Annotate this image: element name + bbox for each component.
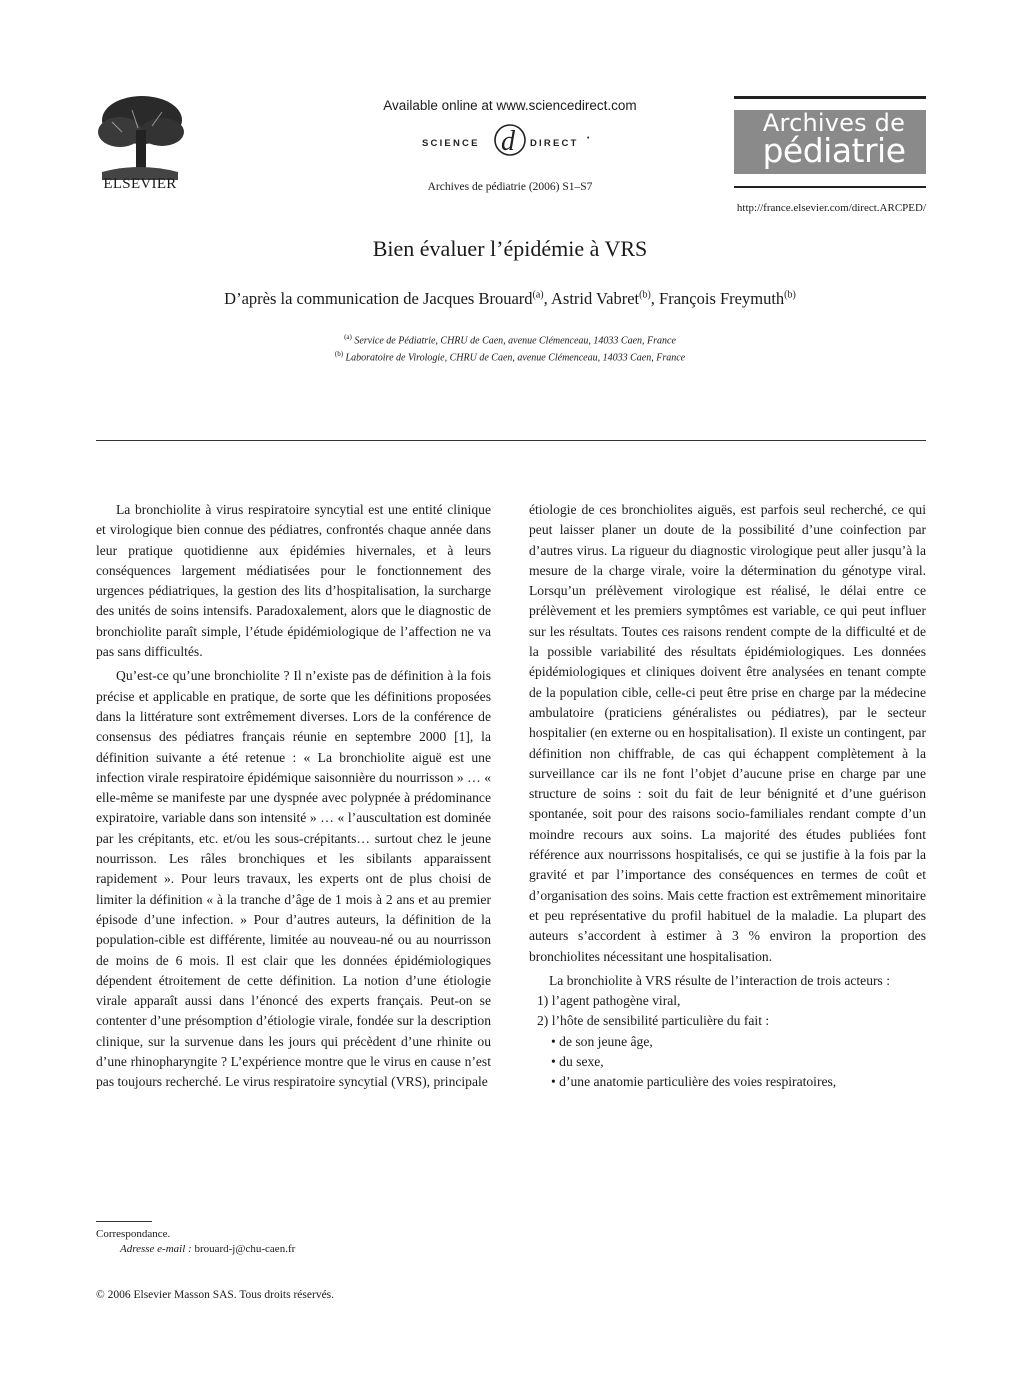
elsevier-tree-logo xyxy=(92,92,188,182)
author-line: D’après la communication de Jacques Brouard$^{(a)}$, Astrid Vabret$^{(b)}$, François Freymuth$^{(b)}$ xyxy=(224,289,796,308)
email-note xyxy=(120,1243,295,1255)
sciencedirect-logo xyxy=(380,118,640,162)
journal-logo-line2: pédiatrie xyxy=(762,131,906,170)
list-item: 1) l’agent pathogène viral, xyxy=(537,993,681,1009)
email-label: Adresse e-mail : xyxy=(120,1243,192,1255)
svg-text:SCIENCE: SCIENCE xyxy=(422,138,480,149)
journal-reference: Archives de pédiatrie (2006) S1–S7 xyxy=(427,181,593,193)
body-column-right xyxy=(529,500,926,1093)
svg-text:d: d xyxy=(501,126,515,157)
authors-prefix: D’après la communication de xyxy=(224,289,424,308)
publisher-name: ELSEVIER xyxy=(103,176,177,192)
journal-logo-line1: Archives de xyxy=(762,109,906,137)
journal-url-link[interactable]: http://france.elsevier.com/direct.ARCPED/ xyxy=(736,202,926,214)
svg-text:DIRECT: DIRECT xyxy=(530,138,579,149)
author-name: Astrid Vabret xyxy=(550,289,640,308)
copyright-notice: © 2006 Elsevier Masson SAS. Tous droits réservés. xyxy=(96,1289,335,1301)
affiliation-text: Service de Pédiatrie, CHRU de Caen, avenue Clémenceau, 14033 Caen, France xyxy=(354,335,676,347)
correspondence-note: Correspondance. xyxy=(96,1228,171,1240)
sublist-item: • du sexe, xyxy=(551,1054,604,1070)
journal-logo-top-rule xyxy=(734,96,926,99)
body-paragraph: La bronchiolite à virus respiratoire syncytial est une entité clinique et virologique bien connue des pédiatres, confrontés chaque année dans leur pratique quotidienne aux épidémies hivernales, et à leurs conséquences largement médiatisées pour le fonctionnement des urgences pédiatriques, la gestion des lits d’hospitalisation, la surcharge des unités de soins intensifs. Paradoxalement, alors que le diagnostic de bronchiolite paraît simple, l’étude épidémiologique de l’affection ne va pas sans difficultés. xyxy=(96,502,491,660)
journal-logo-bottom-rule xyxy=(734,186,926,188)
footnote-divider xyxy=(96,1221,152,1222)
sublist-item: • d’une anatomie particulière des voies respiratoires, xyxy=(551,1074,837,1090)
body-column-left xyxy=(96,500,491,1093)
affiliation-mark: (b) xyxy=(334,350,344,358)
body-paragraph: La bronchiolite à VRS résulte de l’interaction de trois acteurs : xyxy=(549,972,890,988)
svg-text:•: • xyxy=(587,135,590,142)
sublist-item: • de son jeune âge, xyxy=(551,1033,653,1049)
affiliation-a xyxy=(0,333,1020,346)
author-affiliation-mark: (b) xyxy=(784,289,796,301)
article-title: Bien évaluer l’épidémie à VRS xyxy=(372,236,648,261)
author-affiliation-mark: (a) xyxy=(532,289,544,301)
author-name: Jacques Brouard xyxy=(423,289,533,308)
affiliation-b xyxy=(0,350,1020,363)
body-paragraph: Qu’est-ce qu’une bronchiolite ? Il n’existe pas de définition à la fois précise et applicable en pratique, de sorte que les définitions proposées dans la littérature sont extrêmement diverses. Lors de la conférence de consensus des pédiatres français réunie en septembre 2000 [1], la définition suivante a été retenue : « La bronchiolite aiguë est une infection virale respiratoire épidémique saisonnière du nourrisson » … « elle-même se manifeste par une dyspnée avec polypnée à prédominance expiratoire, variable dans son intensité » … « l’auscultation est dominée par les crépitants, etc. et/ou les sous-crépitants… surtout chez le jeune nourrisson. Les râles bronchiques et les sibilants apparaissent rapidement ». Pour leurs travaux, les experts ont de plus choisi de limiter la définition « à la tranche d’âge de 1 mois à 2 ans et au premier épisode d’une infection. » Pour d’autres auteurs, la définition de la population-cible est différente, limitée au nouveau-né ou au nourrisson de moins de 6 mois. Il est clair que les données épidémiologiques dépendent étroitement de cette définition. La notion d’une étiologie virale apparaît aussi dans l’énoncé des experts français. Peut-on se contenter d’une présomption d’étiologie virale, fondée sur la description clinique, sur la survenue dans les jours qui précèdent d’une rhinite ou d’une rhinopharyngite ? L’expérience montre que le virus en cause n’est pas toujours recherché. Le virus respiratoire syncytial (VRS), principale xyxy=(96,668,491,1090)
email-link[interactable]: brouard-j@chu-caen.fr xyxy=(194,1243,296,1255)
available-online-link[interactable]: Available online at www.sciencedirect.com xyxy=(383,98,637,113)
list-item: 2) l’hôte de sensibilité particulière du fait : xyxy=(537,1013,770,1029)
header-divider xyxy=(96,440,926,441)
author-name: François Freymuth xyxy=(659,289,785,308)
body-paragraph-continued: étiologie de ces bronchiolites aiguës, est parfois seul recherché, ce qui peut laisser planer un doute de la possibilité d’une coinfection par d’autres virus. La rigueur du diagnostic virologique peut aller jusqu’à la mesure de la charge virale, voire la détermination du génotype viral. Lorsqu’un prélèvement virologique est réalisé, le délai entre ce prélèvement et les premiers symptômes est variable, ce qui peut influer sur les résultats. Toutes ces raisons rendent compte de la difficulté et de la possible variabilité des résultats épidémiologiques. Les données épidémiologiques et cliniques doivent être analysées en tenant compte de la population cible, celle-ci peut être prise en charge par la médecine ambulatoire (praticiens généralistes ou pédiatres), par le secteur hospitalier (en externe ou en hospitalisation). Il existe un contingent, par définition non chiffrable, de cas qui échappent complètement à la surveillance car ils ne font l’objet d’aucune prise en charge par une structure de soins : soit du fait de leur bénignité et d’une guérison spontanée, soit pour des raisons socio-familiales rendant compte d’un moindre recours aux soins. La majorité des études publiées font référence aux nourrissons hospitalisés, ce qui se justifie à la fois par la gravité et par l’importance des conséquences en termes de coût et d’organisation des soins. Mais cette fraction est extrêmement minoritaire et peu représentative du profil habituel de la maladie. La plupart des auteurs s’accordent à estimer à 3 % environ la proportion des bronchiolites nécessitant une hospitalisation. xyxy=(529,502,926,964)
affiliation-mark: (a) xyxy=(344,333,352,341)
affiliation-text: Laboratoire de Virologie, CHRU de Caen, avenue Clémenceau, 14033 Caen, France xyxy=(345,352,686,364)
author-affiliation-mark: (b) xyxy=(639,289,651,301)
